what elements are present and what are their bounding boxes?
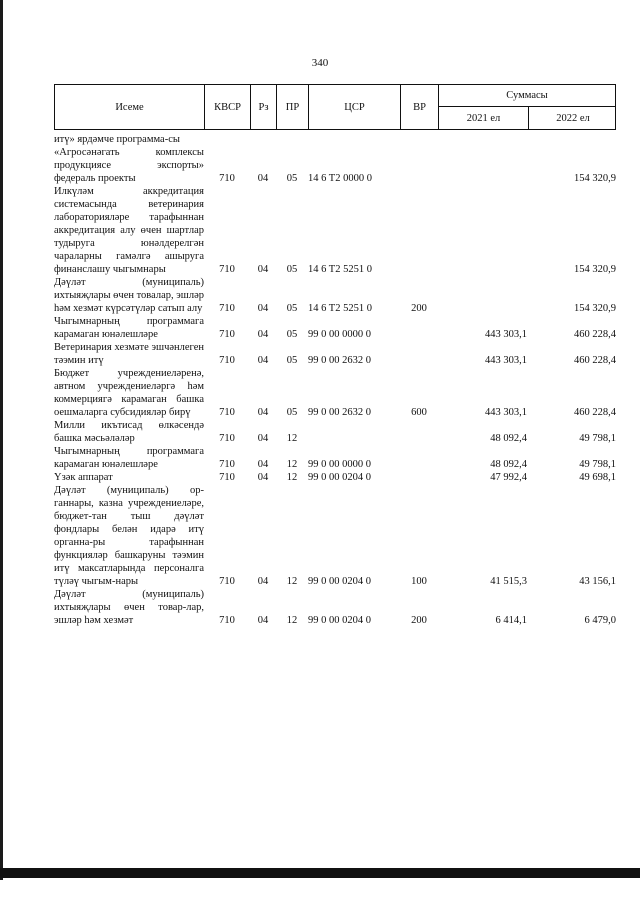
cell-name: Чыгымнарның программага карамаган юнәлешләре: [54, 316, 204, 340]
cell-pr: 05: [286, 355, 298, 366]
header-name: Исеме: [54, 85, 204, 129]
cell-vr: 200: [411, 303, 427, 314]
table-row: [54, 276, 616, 315]
cell-y2021: 48 092,4: [490, 459, 527, 470]
table-body: [54, 133, 616, 627]
table-row: [54, 315, 616, 341]
cell-rz: 04: [257, 173, 269, 184]
cell-csr: 99 0 00 0000 0: [308, 459, 371, 470]
cell-y2022: 6 479,0: [584, 615, 616, 626]
cell-pr: 12: [286, 576, 298, 587]
cell-csr: 14 6 T2 5251 0: [308, 303, 372, 314]
cell-kvsr: 710: [219, 173, 235, 184]
cell-name: Дәүләт (муниципаль) ихтыяҗлары өчен товар-лар, эшләр һәм хезмәт: [54, 589, 204, 626]
cell-kvsr: 710: [219, 576, 235, 587]
cell-y2022: 49 698,1: [579, 472, 616, 483]
page-number: 340: [311, 57, 329, 69]
cell-name: итү» ярдәмче программа-сы: [54, 134, 180, 145]
table-row: [54, 588, 616, 627]
cell-kvsr: 710: [219, 407, 235, 418]
cell-csr: 99 0 00 0000 0: [308, 329, 371, 340]
cell-y2022: 154 320,9: [574, 264, 616, 275]
cell-y2022: 154 320,9: [574, 303, 616, 314]
header-sums-group: [438, 85, 616, 129]
cell-rz: 04: [257, 264, 269, 275]
cell-y2022: 460 228,4: [574, 329, 616, 340]
header-pr: ПР: [276, 85, 308, 129]
cell-name: Үзәк аппарат: [54, 472, 113, 483]
cell-y2021: 443 303,1: [485, 355, 527, 366]
cell-y2021: 6 414,1: [495, 615, 527, 626]
cell-pr: 12: [286, 433, 298, 444]
budget-table: [54, 84, 616, 627]
cell-name: Ветеринария хезмәте эшчәнлеген тәэмин итү: [54, 342, 204, 366]
cell-name: Дәүләт (муниципаль) ор-ганнары, казна учреждениеләре, бюджет-тан тыш дәүләт фондлары белән идарә итү органна-ры тарафыннан функцияләр башкаруны тәэмин итү максатларында персоналга түләү чыгым-нары: [54, 485, 204, 587]
cell-name: Бюджет учреждениеләренә, автном учреждениеләргә һәм коммерциягә карамаган башка оешмаларга субсидияләр бирү: [54, 368, 204, 418]
cell-pr: 05: [286, 173, 298, 184]
header-vr: ВР: [400, 85, 438, 129]
cell-pr: 12: [286, 472, 298, 483]
header-csr: ЦСР: [308, 85, 400, 129]
cell-rz: 04: [257, 576, 269, 587]
cell-y2022: 460 228,4: [574, 407, 616, 418]
cell-vr: 200: [411, 615, 427, 626]
cell-y2021: 443 303,1: [485, 407, 527, 418]
table-row: [54, 185, 616, 276]
table-row: [54, 146, 616, 185]
cell-rz: 04: [257, 407, 269, 418]
cell-csr: 99 0 00 0204 0: [308, 615, 371, 626]
cell-csr: 99 0 00 0204 0: [308, 472, 371, 483]
cell-y2021: 443 303,1: [485, 329, 527, 340]
cell-y2022: 49 798,1: [579, 459, 616, 470]
cell-pr: 05: [286, 264, 298, 275]
table-header: [54, 84, 616, 130]
cell-kvsr: 710: [219, 472, 235, 483]
cell-y2022: 154 320,9: [574, 173, 616, 184]
cell-rz: 04: [257, 472, 269, 483]
cell-kvsr: 710: [219, 355, 235, 366]
cell-y2022: 43 156,1: [579, 576, 616, 587]
header-sums: Суммасы: [439, 85, 615, 107]
header-rz: Рз: [250, 85, 276, 129]
cell-pr: 12: [286, 459, 298, 470]
cell-rz: 04: [257, 355, 269, 366]
cell-rz: 04: [257, 459, 269, 470]
cell-pr: 05: [286, 329, 298, 340]
table-row: [54, 367, 616, 419]
cell-y2021: 41 515,3: [490, 576, 527, 587]
table-row: [54, 419, 616, 445]
cell-name: «Агросәнәгать комплексы продукциясе экспорты» федераль проекты: [54, 147, 204, 184]
cell-kvsr: 710: [219, 459, 235, 470]
cell-rz: 04: [257, 303, 269, 314]
table-row: [54, 341, 616, 367]
header-2022: 2022 ел: [528, 107, 617, 129]
cell-kvsr: 710: [219, 264, 235, 275]
cell-vr: 100: [411, 576, 427, 587]
cell-y2022: 460 228,4: [574, 355, 616, 366]
table-row: [54, 471, 616, 484]
cell-csr: 14 6 T2 5251 0: [308, 264, 372, 275]
cell-name: Чыгымнарның программага карамаган юнәлешләре: [54, 446, 204, 470]
cell-name: Дәүләт (муниципаль) ихтыяҗлары өчен товалар, эшләр һәм хезмәт күрсәтүләр сатып алу: [54, 277, 205, 314]
header-kvsr: КВСР: [204, 85, 250, 129]
table-row: [54, 445, 616, 471]
cell-rz: 04: [257, 615, 269, 626]
cell-kvsr: 710: [219, 329, 235, 340]
cell-kvsr: 710: [219, 303, 235, 314]
cell-y2022: 49 798,1: [579, 433, 616, 444]
cell-csr: 99 0 00 2632 0: [308, 355, 371, 366]
cell-csr: 99 0 00 0204 0: [308, 576, 371, 587]
cell-pr: 12: [286, 615, 298, 626]
header-2021: 2021 ел: [466, 112, 501, 124]
cell-rz: 04: [257, 329, 269, 340]
scan-bottom-edge: [0, 868, 640, 878]
cell-csr: 99 0 00 2632 0: [308, 407, 371, 418]
cell-pr: 05: [286, 303, 298, 314]
cell-kvsr: 710: [219, 433, 235, 444]
cell-name: Илкүләм аккредитация системасында ветеринария лабораторияләре тарафыннан аккредитация алу өчен шартлар тудыруга юнәлдерелгән чараларны гамәлгә ашыруга финанслашу чыгымнары: [54, 186, 204, 275]
cell-pr: 05: [286, 407, 298, 418]
cell-rz: 04: [257, 433, 269, 444]
cell-name: Милли икътисад өлкәсендә башка мәсьәләләр: [54, 420, 204, 444]
cell-vr: 600: [411, 407, 427, 418]
table-row: [54, 484, 616, 588]
cell-y2021: 48 092,4: [490, 433, 527, 444]
table-row: [54, 133, 616, 146]
cell-csr: 14 6 T2 0000 0: [308, 173, 372, 184]
cell-kvsr: 710: [219, 615, 235, 626]
cell-y2021: 47 992,4: [490, 472, 527, 483]
scan-left-edge: [0, 0, 3, 880]
